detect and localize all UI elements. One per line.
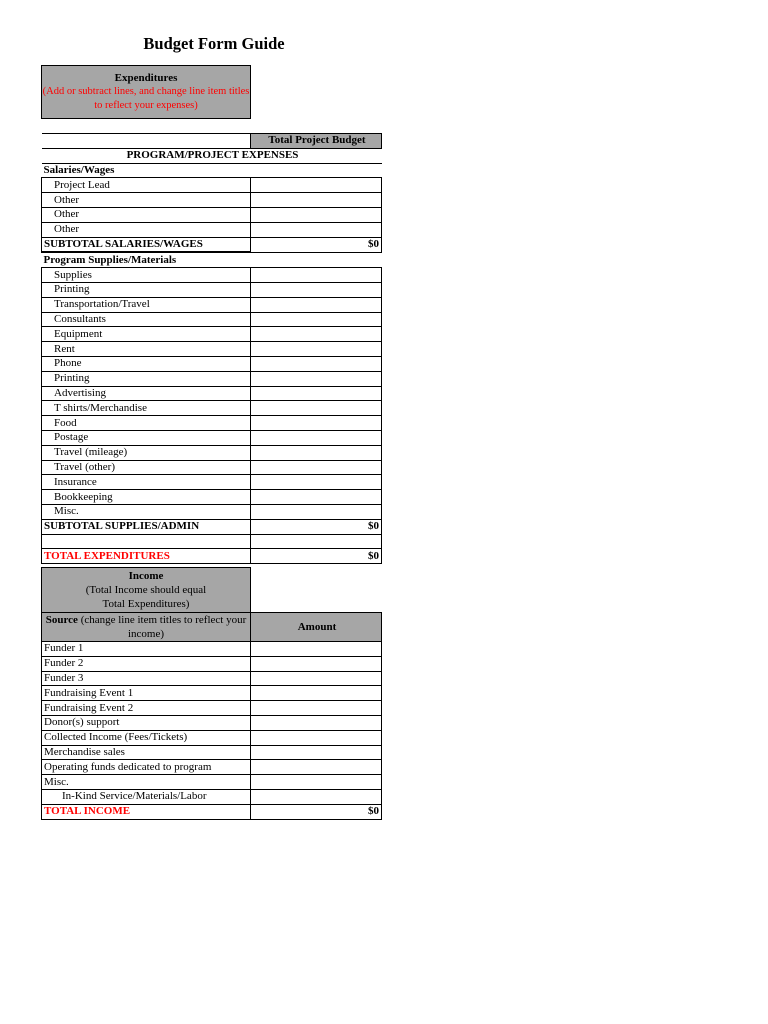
line-item-label: Postage: [42, 430, 251, 445]
supplies-subtotal-label: SUBTOTAL SUPPLIES/ADMIN: [42, 519, 251, 534]
line-item-row: [42, 760, 382, 775]
amount-cell[interactable]: [251, 430, 382, 445]
line-item-row: [42, 401, 382, 416]
source-header-cell: [42, 613, 251, 642]
amount-cell[interactable]: [251, 371, 382, 386]
amount-cell[interactable]: [251, 207, 382, 222]
line-item-row: [42, 715, 382, 730]
amount-cell[interactable]: [251, 268, 382, 283]
amount-cell[interactable]: [251, 386, 382, 401]
line-item-row: [42, 416, 382, 431]
line-item-row: [42, 282, 382, 297]
amount-cell[interactable]: [251, 416, 382, 431]
line-item-row: [42, 686, 382, 701]
amount-cell[interactable]: [251, 504, 382, 519]
line-item-label: T shirts/Merchandise: [42, 401, 251, 416]
blank-row: [42, 534, 382, 549]
inkind-row: [42, 789, 382, 804]
supplies-subtotal-row: [42, 519, 382, 534]
line-item-label: Food: [42, 416, 251, 431]
income-header-title: Income: [128, 570, 164, 582]
amount-cell[interactable]: [251, 656, 382, 671]
income-header-row: [42, 568, 382, 613]
income-header-note-2: Total Expenditures): [102, 598, 190, 610]
income-header-note-1: (Total Income should equal: [85, 584, 207, 596]
line-item-label: Fundraising Event 1: [42, 686, 251, 701]
total-project-budget-header: Total Project Budget: [251, 134, 382, 149]
line-item-row: [42, 475, 382, 490]
amount-cell[interactable]: [251, 760, 382, 775]
empty-cell: [251, 534, 382, 549]
line-item-label: Funder 1: [42, 642, 251, 657]
line-item-label: Phone: [42, 356, 251, 371]
line-item-row: [42, 745, 382, 760]
total-expenditures-value: $0: [251, 549, 382, 564]
line-item-row: [42, 327, 382, 342]
line-item-label: Travel (mileage): [42, 445, 251, 460]
total-expenditures-label: TOTAL EXPENDITURES: [42, 549, 251, 564]
line-item-label: Project Lead: [42, 178, 251, 193]
amount-cell[interactable]: [251, 642, 382, 657]
amount-cell[interactable]: [251, 789, 382, 804]
income-header-cell: [42, 568, 251, 613]
amount-cell[interactable]: [251, 401, 382, 416]
line-item-label: Advertising: [42, 386, 251, 401]
line-item-label: Other: [42, 222, 251, 237]
amount-cell[interactable]: [251, 312, 382, 327]
amount-cell[interactable]: [251, 775, 382, 790]
source-label: Source: [45, 614, 78, 626]
line-item-label: Merchandise sales: [42, 745, 251, 760]
line-item-label: Operating funds dedicated to program: [42, 760, 251, 775]
line-item-row: [42, 222, 382, 237]
empty-cell: [42, 134, 251, 149]
page-title: Budget Form Guide: [143, 34, 285, 53]
line-item-label: Misc.: [42, 504, 251, 519]
source-header-row: [42, 613, 382, 642]
amount-cell[interactable]: [251, 327, 382, 342]
salaries-subtotal-row: [42, 237, 382, 252]
empty-cell: [251, 66, 382, 119]
line-item-label: Bookkeeping: [42, 490, 251, 505]
line-item-row: [42, 730, 382, 745]
amount-cell[interactable]: [251, 342, 382, 357]
line-item-row: [42, 193, 382, 208]
empty-cell: [251, 568, 382, 613]
line-item-label: Misc.: [42, 775, 251, 790]
line-item-row: [42, 371, 382, 386]
line-item-label: Printing: [42, 371, 251, 386]
amount-cell[interactable]: [251, 745, 382, 760]
line-item-row: [42, 386, 382, 401]
line-item-row: [42, 671, 382, 686]
expenditures-header-note: (Add or subtract lines, and change line item titles to reflect your expenses): [42, 86, 250, 111]
line-item-label: Printing: [42, 282, 251, 297]
amount-cell[interactable]: [251, 282, 382, 297]
line-item-label: Other: [42, 207, 251, 222]
total-income-row: [42, 804, 382, 819]
line-item-label: Funder 2: [42, 656, 251, 671]
column-header-row: [42, 134, 382, 149]
amount-cell[interactable]: [251, 730, 382, 745]
line-item-row: [42, 445, 382, 460]
line-item-row: [42, 342, 382, 357]
empty-cell: [251, 163, 382, 178]
line-item-label: Supplies: [42, 268, 251, 283]
line-item-row: [42, 701, 382, 716]
line-item-row: [42, 312, 382, 327]
line-item-label: Other: [42, 193, 251, 208]
amount-cell[interactable]: [251, 715, 382, 730]
line-item-row: [42, 356, 382, 371]
salaries-label: Salaries/Wages: [43, 163, 115, 176]
line-item-row: [42, 504, 382, 519]
amount-cell[interactable]: [251, 460, 382, 475]
line-item-row: [42, 268, 382, 283]
line-item-row: [42, 207, 382, 222]
supplies-label-row: [42, 252, 382, 267]
supplies-subtotal-value: $0: [251, 519, 382, 534]
line-item-label: Insurance: [42, 475, 251, 490]
line-item-row: [42, 490, 382, 505]
amount-cell[interactable]: [251, 222, 382, 237]
salaries-label-row: [42, 163, 382, 178]
line-item-row: [42, 460, 382, 475]
empty-cell: [42, 119, 251, 134]
section-title-row: [42, 148, 382, 163]
line-item-row: [42, 178, 382, 193]
total-expenditures-row: [42, 549, 382, 564]
line-item-row: [42, 297, 382, 312]
expenditures-header-title: Expenditures: [114, 72, 178, 84]
salaries-subtotal-value: $0: [251, 237, 382, 252]
expenditures-header-cell: [42, 66, 251, 119]
amount-cell[interactable]: [251, 686, 382, 701]
line-item-label: Funder 3: [42, 671, 251, 686]
income-table: [41, 567, 382, 820]
empty-cell: [251, 119, 382, 134]
spacer-row: [42, 119, 382, 134]
expenditures-table: [41, 65, 382, 564]
line-item-label: Travel (other): [42, 460, 251, 475]
inkind-label: In-Kind Service/Materials/Labor: [42, 789, 251, 804]
line-item-row: [42, 656, 382, 671]
line-item-label: Collected Income (Fees/Tickets): [42, 730, 251, 745]
amount-cell[interactable]: [251, 297, 382, 312]
amount-cell[interactable]: [251, 178, 382, 193]
line-item-label: Transportation/Travel: [42, 297, 251, 312]
salaries-subtotal-label: SUBTOTAL SALARIES/WAGES: [42, 237, 251, 252]
total-income-value: $0: [251, 804, 382, 819]
amount-cell[interactable]: [251, 475, 382, 490]
empty-cell: [42, 534, 251, 549]
line-item-row: [42, 642, 382, 657]
amount-cell[interactable]: [251, 701, 382, 716]
section-title: PROGRAM/PROJECT EXPENSES: [42, 148, 382, 163]
line-item-label: Fundraising Event 2: [42, 701, 251, 716]
empty-cell: [251, 252, 382, 267]
supplies-label: Program Supplies/Materials: [43, 253, 177, 266]
line-item-label: Equipment: [42, 327, 251, 342]
amount-cell[interactable]: [251, 671, 382, 686]
line-item-label: Consultants: [42, 312, 251, 327]
amount-cell[interactable]: [251, 193, 382, 208]
amount-cell[interactable]: [251, 356, 382, 371]
line-item-label: Rent: [42, 342, 251, 357]
expenditures-header-row: [42, 66, 382, 119]
source-note: (change line item titles to reflect your income): [80, 614, 247, 640]
amount-cell[interactable]: [251, 445, 382, 460]
line-item-label: Donor(s) support: [42, 715, 251, 730]
line-item-row: [42, 775, 382, 790]
amount-cell[interactable]: [251, 490, 382, 505]
line-item-row: [42, 430, 382, 445]
total-income-label: TOTAL INCOME: [42, 804, 251, 819]
amount-header: Amount: [251, 613, 382, 642]
